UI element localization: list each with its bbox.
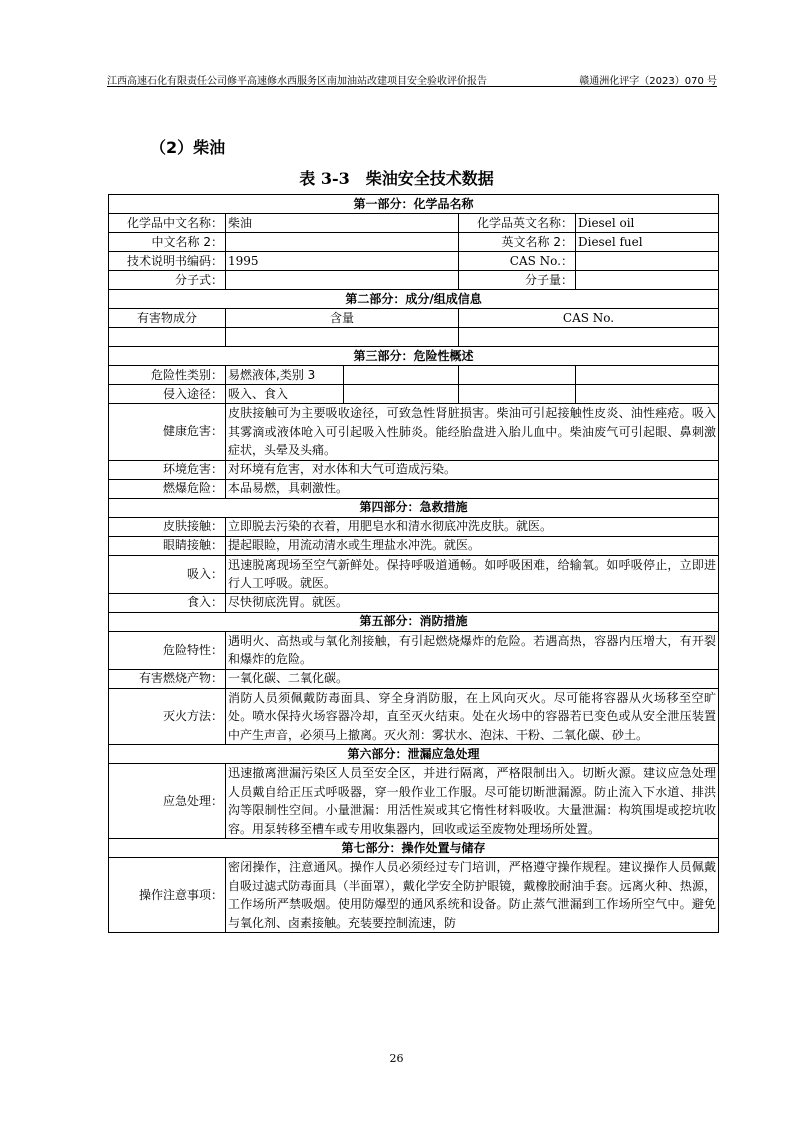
part5-header-row: [109, 612, 719, 631]
route-label: 侵入途径：: [109, 385, 226, 404]
cn-name2-label: 中文名称 2：: [109, 233, 226, 252]
mw-value: [576, 271, 719, 290]
table-row: [109, 764, 719, 839]
route-blank-1: [344, 385, 459, 404]
table-row: [109, 404, 719, 461]
table-row: [109, 233, 719, 252]
header-report-title: 江西高速石化有限责任公司修平高速修水西服务区南加油站改建项目安全验收评价报告: [107, 76, 487, 87]
hazard-class-blank-1: [344, 366, 459, 385]
table-row: [109, 479, 719, 498]
eye-value: 提起眼睑，用流动清水或生理盐水冲洗。就医。: [226, 536, 719, 555]
inhale-value: 迅速脱离现场至空气新鲜处。保持呼吸道通畅。如呼吸困难，给输氧。如呼吸停止，立即进行人工呼吸。就医。: [226, 555, 719, 593]
formula-value: [226, 271, 459, 290]
fire-hazard-value: 遇明火、高热或与氧化剂接触，有引起燃烧爆炸的危险。若遇高热，容器内压增大，有开裂和爆炸的危险。: [226, 631, 719, 669]
ingest-label: 食入：: [109, 593, 226, 612]
table-row: [109, 669, 719, 688]
part5-title: 第五部分：消防措施: [109, 612, 719, 631]
diesel-safety-data-table: [108, 194, 719, 933]
table-row: [109, 460, 719, 479]
en-name-label: 化学品英文名称：: [459, 214, 576, 233]
skin-value: 立即脱去污染的衣着，用肥皂水和清水彻底冲洗皮肤。就医。: [226, 517, 719, 536]
route-blank-3: [576, 385, 719, 404]
col-component: 有害物成分: [109, 309, 226, 328]
health-label: 健康危害：: [109, 404, 226, 461]
table-row: [109, 328, 719, 347]
cas-value: [576, 252, 719, 271]
section-heading: （2）柴油: [150, 138, 226, 157]
en-name-value: Diesel oil: [576, 214, 719, 233]
part3-title: 第三部分：危险性概述: [109, 347, 719, 366]
cn-name-value: 柴油: [226, 214, 459, 233]
table-row: [109, 536, 719, 555]
mw-label: 分子量：: [459, 271, 576, 290]
response-label: 应急处理：: [109, 764, 226, 839]
hazard-class-blank-3: [576, 366, 719, 385]
table-title: 表 3-3 柴油安全技术数据: [299, 169, 494, 188]
part1-header-row: [109, 195, 719, 214]
part7-title: 第七部分：操作处置与储存: [109, 839, 719, 858]
en-name2-label: 英文名称 2：: [459, 233, 576, 252]
part1-title: 第一部分：化学品名称: [109, 195, 719, 214]
fire-label: 燃爆危险：: [109, 479, 226, 498]
part6-header-row: [109, 745, 719, 764]
part4-header-row: [109, 498, 719, 517]
header-report-number: 赣通洲化评字（2023）070 号: [579, 76, 717, 87]
table-row: [109, 214, 719, 233]
page-number: 26: [389, 1052, 404, 1065]
table-row: [109, 631, 719, 669]
env-value: 对环境有危害，对水体和大气可造成污染。: [226, 460, 719, 479]
table-row: [109, 517, 719, 536]
handling-label: 操作注意事项：: [109, 858, 226, 933]
content-cell: [226, 328, 459, 347]
fire-value: 本品易燃，具刺激性。: [226, 479, 719, 498]
cn-name2-value: [226, 233, 459, 252]
part2-title: 第二部分：成分/组成信息: [109, 290, 719, 309]
page-header: [107, 70, 717, 87]
col-content: 含量: [226, 309, 459, 328]
component-cell: [109, 328, 226, 347]
cas-cell: [459, 328, 719, 347]
combustion-value: 一氧化碳、二氧化碳。: [226, 669, 719, 688]
inhale-label: 吸入：: [109, 555, 226, 593]
part6-title: 第六部分：泄漏应急处理: [109, 745, 719, 764]
ingest-value: 尽快彻底洗胃。就医。: [226, 593, 719, 612]
response-value: 迅速撤离泄漏污染区人员至安全区，并进行隔离，严格限制出入。切断火源。建议应急处理人员戴自给正压式呼吸器，穿一般作业工作服。尽可能切断泄漏源。防止流入下水道、排洪沟等限制性空间。小量泄漏：用活性炭或其它惰性材料吸收。大量泄漏：构筑围堤或挖坑收容。用泵转移至槽车或专用收集器内，回收或运至废物处理场所处置。: [226, 764, 719, 839]
spec-code-label: 技术说明书编码：: [109, 252, 226, 271]
health-value: 皮肤接触可为主要吸收途径，可致急性肾脏损害。柴油可引起接触性皮炎、油性痤疮。吸入其雾滴或液体呛入可引起吸入性肺炎。能经胎盘进入胎儿血中。柴油废气可引起眼、鼻刺激症状，头晕及头痛。: [226, 404, 719, 461]
spec-code-value: 1995: [226, 252, 459, 271]
table-row: [109, 309, 719, 328]
table-row: [109, 858, 719, 933]
table-row: [109, 688, 719, 745]
part2-header-row: [109, 290, 719, 309]
hazard-class-label: 危险性类别：: [109, 366, 226, 385]
fire-hazard-label: 危险特性：: [109, 631, 226, 669]
eye-label: 眼睛接触：: [109, 536, 226, 555]
cn-name-label: 化学品中文名称：: [109, 214, 226, 233]
col-cas: CAS No.: [459, 309, 719, 328]
table-row: [109, 593, 719, 612]
table-row: [109, 555, 719, 593]
formula-label: 分子式：: [109, 271, 226, 290]
en-name2-value: Diesel fuel: [576, 233, 719, 252]
table-row: [109, 252, 719, 271]
route-blank-2: [459, 385, 576, 404]
route-value: 吸入、食入: [226, 385, 344, 404]
table-row: [109, 366, 719, 385]
cas-label: CAS No.：: [459, 252, 576, 271]
extinguish-label: 灭火方法：: [109, 688, 226, 745]
part4-title: 第四部分：急救措施: [109, 498, 719, 517]
part3-header-row: [109, 347, 719, 366]
combustion-label: 有害燃烧产物：: [109, 669, 226, 688]
table-row: [109, 271, 719, 290]
handling-value: 密闭操作，注意通风。操作人员必须经过专门培训，严格遵守操作规程。建议操作人员佩戴自吸过滤式防毒面具（半面罩），戴化学安全防护眼镜，戴橡胶耐油手套。远离火种、热源，工作场所严禁吸烟。使用防爆型的通风系统和设备。防止蒸气泄漏到工作场所空气中。避免与氧化剂、卤素接触。充装要控制流速，防: [226, 858, 719, 933]
table-row: [109, 385, 719, 404]
extinguish-value: 消防人员须佩戴防毒面具、穿全身消防服，在上风向灭火。尽可能将容器从火场移至空旷处。喷水保持火场容器冷却，直至灭火结束。处在火场中的容器若已变色或从安全泄压装置中产生声音，必须马上撤离。灭火剂：雾状水、泡沫、干粉、二氧化碳、砂土。: [226, 688, 719, 745]
part7-header-row: [109, 839, 719, 858]
hazard-class-value: 易燃液体,类别 3: [226, 366, 344, 385]
env-label: 环境危害：: [109, 460, 226, 479]
skin-label: 皮肤接触：: [109, 517, 226, 536]
hazard-class-blank-2: [459, 366, 576, 385]
